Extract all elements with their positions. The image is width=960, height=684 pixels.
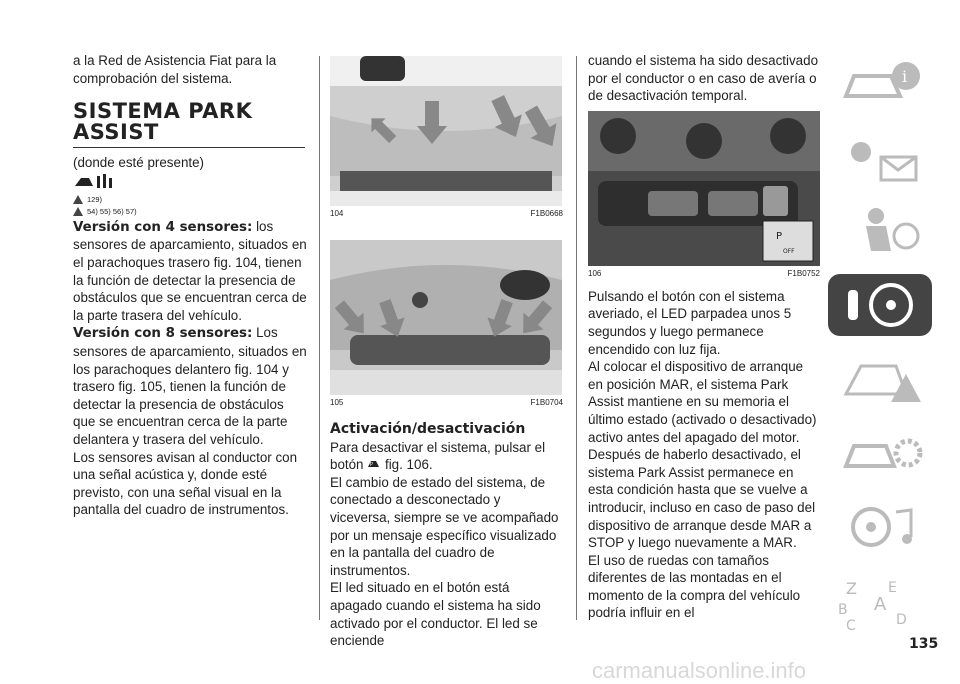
figure-106-park-button bbox=[588, 111, 820, 266]
section-heading bbox=[73, 101, 307, 143]
version-4-title: Versión con 4 sensores: bbox=[73, 219, 253, 235]
figure-104-rear-sensors bbox=[330, 56, 562, 206]
svg-text:OFF: OFF bbox=[783, 247, 795, 255]
column-divider-2 bbox=[576, 56, 577, 620]
availability-note: (donde esté presente) bbox=[73, 155, 205, 171]
heading-line-1: SISTEMA PARK bbox=[73, 99, 253, 124]
version-4-paragraph bbox=[73, 218, 307, 325]
version-8-paragraph bbox=[73, 324, 307, 448]
memory-paragraph: Al colocar el dispositivo de arranque en posición MAR, el sistema Park Assist mantiene en su memoria el último estado (activado o desactivado) activo antes del apagado del motor. bbox=[588, 359, 817, 445]
warning-lights-icon[interactable] bbox=[828, 126, 932, 188]
persistence-paragraph: Después de haberlo desactivado, el sistema Park Assist permanece en esta condición hasta que se vuelve a introducir, incluso en caso de paso del dispositivo de arranque desde MAR a STOP y luego nuevamente a MAR. bbox=[588, 447, 816, 551]
deactivate-paragraph bbox=[330, 439, 563, 474]
intro-text: a la Red de Asistencia Fiat para la comprobación del sistema. bbox=[73, 53, 277, 86]
index-icon[interactable] bbox=[828, 570, 932, 632]
watermark: carmanualsonline.info bbox=[592, 658, 807, 683]
column-divider-1 bbox=[319, 56, 320, 620]
figure-104-caption bbox=[330, 208, 563, 220]
figure-105-front-sensors bbox=[330, 240, 562, 395]
failure-paragraph: Pulsando el botón con el sistema averiado, el LED parpadea unos 5 segundos y luego permanece encendido con luz fija. bbox=[588, 288, 792, 357]
airbag-safety-icon[interactable] bbox=[828, 200, 932, 262]
svg-text:A: A bbox=[874, 594, 887, 615]
figure-106-number: 106 bbox=[588, 268, 602, 278]
caution-note-refs: 54) 55) 56) 57) bbox=[87, 206, 137, 216]
warning-note-row bbox=[73, 194, 307, 206]
svg-text:B: B bbox=[838, 602, 848, 618]
sensor-alert-paragraph: Los sensores avisan al conductor con una señal acústica y, donde esté previsto, con una señal visual en la pantalla del cuadro de instrumentos. bbox=[73, 449, 298, 518]
svg-text:E: E bbox=[888, 580, 897, 596]
maintenance-icon[interactable] bbox=[828, 422, 932, 484]
emergency-icon[interactable] bbox=[828, 348, 932, 410]
figure-105-number: 105 bbox=[330, 398, 344, 407]
svg-text:Z: Z bbox=[846, 579, 857, 598]
multimedia-icon[interactable] bbox=[828, 496, 932, 558]
warning-note-ref: 129) bbox=[87, 194, 103, 204]
heading-rule bbox=[73, 147, 305, 148]
state-change-paragraph: El cambio de estado del sistema, de conectado a desconectado y viceversa, siempre se ve acompañado por un mensaje específico visualizado en la pantalla del cuadro de instrumentos. bbox=[330, 474, 559, 578]
park-button-icon bbox=[367, 457, 381, 471]
svg-text:D: D bbox=[896, 612, 907, 628]
wheel-size-paragraph: El uso de ruedas con tamaños diferentes de las montadas en el momento de la compra del vehículo podría influir en el bbox=[588, 552, 801, 621]
heading-line-2: ASSIST bbox=[73, 120, 159, 145]
figure-105-code: F1B0704 bbox=[530, 398, 563, 407]
caution-note-row bbox=[73, 206, 307, 218]
led-paragraph: El led situado en el botón está apagado cuando el sistema ha sido activado por el conductor. El led se enciende bbox=[330, 580, 541, 649]
figure-104-code: F1B0668 bbox=[530, 209, 563, 218]
svg-text:i: i bbox=[902, 67, 908, 86]
svg-text:P: P bbox=[776, 230, 783, 242]
svg-text:C: C bbox=[846, 618, 856, 631]
activation-title: Activación/desactivación bbox=[330, 421, 526, 437]
version-4-text: los sensores de aparcamiento, situados en el parachoques trasero fig. 104, tienen la función de detectar la presencia de obstáculos que se encuentran cerca de la parte trasera del vehículo. bbox=[73, 218, 307, 323]
figure-104-number: 104 bbox=[330, 209, 344, 218]
figure-106-caption bbox=[588, 268, 820, 280]
steering-key-icon[interactable] bbox=[828, 274, 932, 336]
version-8-title: Versión con 8 sensores: bbox=[73, 326, 253, 342]
left-column bbox=[73, 52, 307, 519]
middle-column bbox=[330, 56, 563, 650]
caution-triangle-icon bbox=[73, 207, 83, 216]
svg-text:P: P bbox=[370, 462, 374, 469]
figure-105-caption bbox=[330, 397, 563, 409]
chapter-sidebar bbox=[828, 52, 932, 644]
warning-triangle-icon bbox=[73, 195, 83, 204]
right-column bbox=[588, 52, 820, 622]
car-info-icon[interactable] bbox=[828, 52, 932, 114]
park-assist-symbol-icon bbox=[73, 172, 307, 194]
page-number: 135 bbox=[909, 636, 939, 652]
version-8-text: Los sensores de aparcamiento, situados en los parachoques delantero fig. 104 y trasero fig. 105, tienen la función de detectar la presencia de obstáculos que se encuentran cerca de la parte delantera y trasera del vehículo. bbox=[73, 325, 307, 447]
figure-106-code: F1B0752 bbox=[787, 268, 820, 278]
continued-paragraph: cuando el sistema ha sido desactivado por el conductor o en caso de avería o de desactivación temporal. bbox=[588, 53, 819, 104]
deactivate-text: Para desactivar el sistema, pulsar el botón bbox=[330, 439, 546, 473]
deactivate-figref: fig. 106. bbox=[381, 457, 433, 473]
